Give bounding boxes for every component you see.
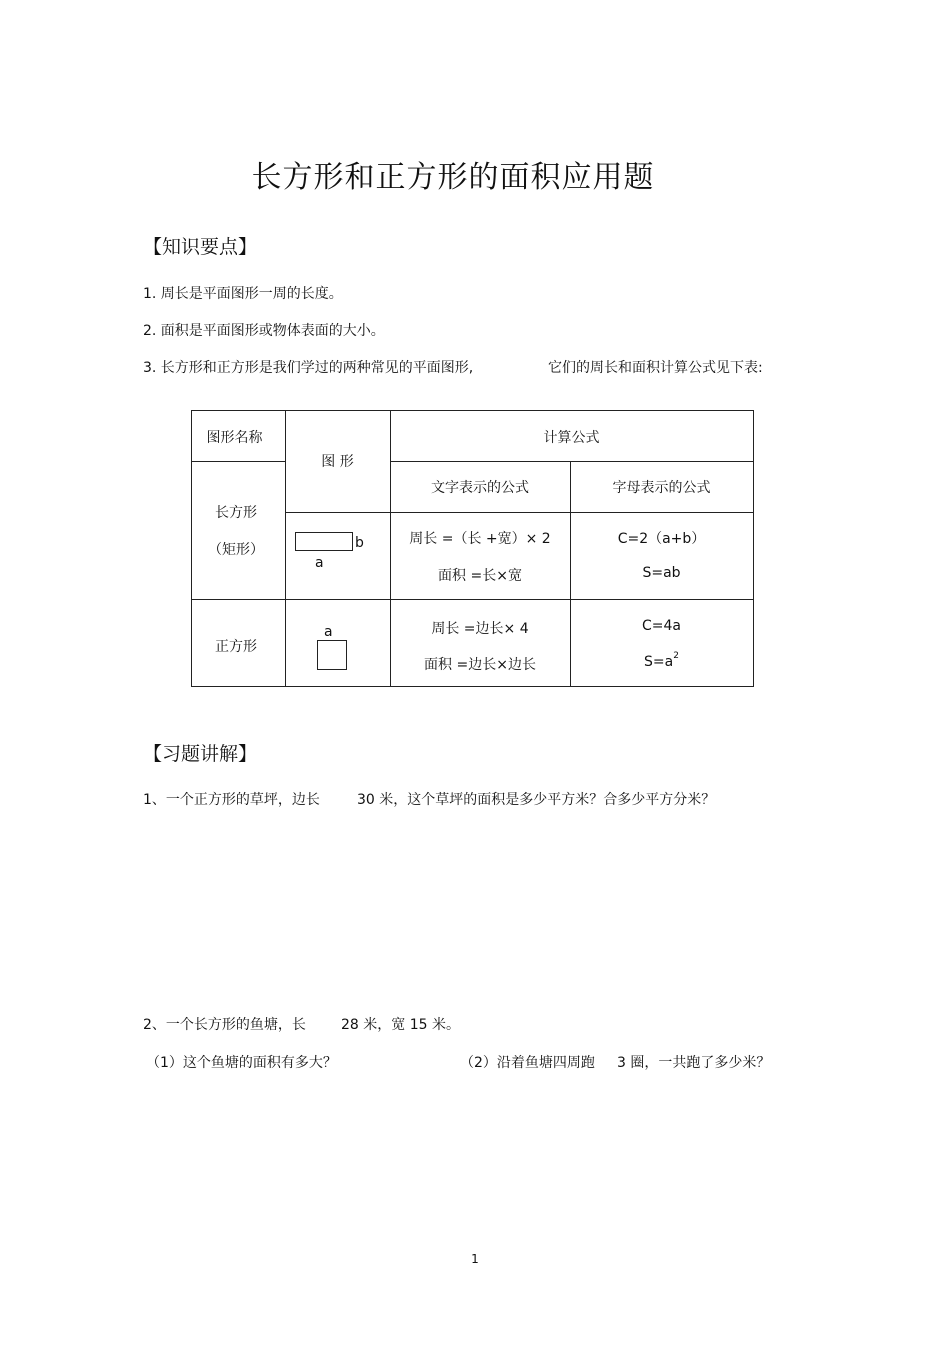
rectangle-text-perimeter: 周长 =（长 +宽）× 2: [409, 531, 551, 547]
exercise-1-part-a: 1、一个正方形的草坪，边长: [143, 792, 320, 808]
exercise-1-part-b: 30 米，这个草坪的面积是多少平方米？合多少平方分米？: [357, 792, 716, 808]
page-title: 长方形和正方形的面积应用题: [251, 160, 655, 195]
exercise-2-part-b: 28 米，宽 15 米。: [341, 1017, 460, 1033]
square-letter-area-exponent: 2: [673, 651, 679, 661]
table-divider: [390, 461, 753, 462]
knowledge-item-1: 1. 周长是平面图形一周的长度。: [143, 286, 343, 302]
exercise-2-part-a: 2、一个长方形的鱼塘，长: [143, 1017, 306, 1033]
table-divider: [285, 512, 753, 513]
rectangle-letter-area: S=ab: [642, 565, 681, 581]
rectangle-shape: [295, 532, 353, 551]
square-side-label: a: [324, 624, 333, 640]
header-shape-name: 图形名称: [206, 430, 263, 446]
exercise-2-question-1: （1）这个鱼塘的面积有多大？: [146, 1055, 337, 1071]
header-formula: 计算公式: [543, 430, 600, 446]
square-letter-perimeter: C=4a: [642, 618, 681, 634]
square-shape: [317, 640, 347, 670]
square-text-perimeter: 周长 =边长× 4: [431, 621, 529, 637]
square-letter-area: [570, 651, 753, 670]
exercise-2-question-2-part-a: （2）沿着鱼塘四周跑: [460, 1055, 595, 1071]
header-letter-formula: 字母表示的公式: [612, 480, 711, 496]
square-text-area: 面积 =边长×边长: [424, 657, 536, 673]
knowledge-item-2: 2. 面积是平面图形或物体表面的大小。: [143, 323, 385, 339]
knowledge-heading: 【知识要点】: [143, 236, 258, 258]
rectangle-alt-name: （矩形）: [208, 542, 264, 558]
table-divider: [192, 599, 753, 600]
exercise-2-question-2-part-b: 3 圈，一共跑了多少米？: [617, 1055, 771, 1071]
rectangle-text-area: 面积 =长×宽: [438, 568, 522, 584]
knowledge-item-3: 3. 长方形和正方形是我们学过的两种常见的平面图形,: [143, 360, 474, 376]
formula-table: [191, 410, 754, 687]
square-name: 正方形: [215, 639, 257, 655]
exercises-heading: 【习题讲解】: [143, 743, 258, 765]
header-shape: 图 形: [321, 454, 354, 470]
square-letter-area-base: S=a: [644, 654, 674, 670]
knowledge-item-3-continued: 它们的周长和面积计算公式见下表:: [548, 360, 763, 376]
rectangle-width-label: b: [355, 535, 364, 551]
rectangle-name: 长方形: [215, 505, 257, 521]
table-divider: [192, 461, 285, 462]
table-divider: [390, 411, 391, 686]
header-text-formula: 文字表示的公式: [431, 480, 529, 496]
rectangle-length-label: a: [315, 555, 324, 571]
rectangle-letter-perimeter: C=2（a+b）: [617, 531, 706, 547]
page-number: 1: [471, 1252, 479, 1266]
